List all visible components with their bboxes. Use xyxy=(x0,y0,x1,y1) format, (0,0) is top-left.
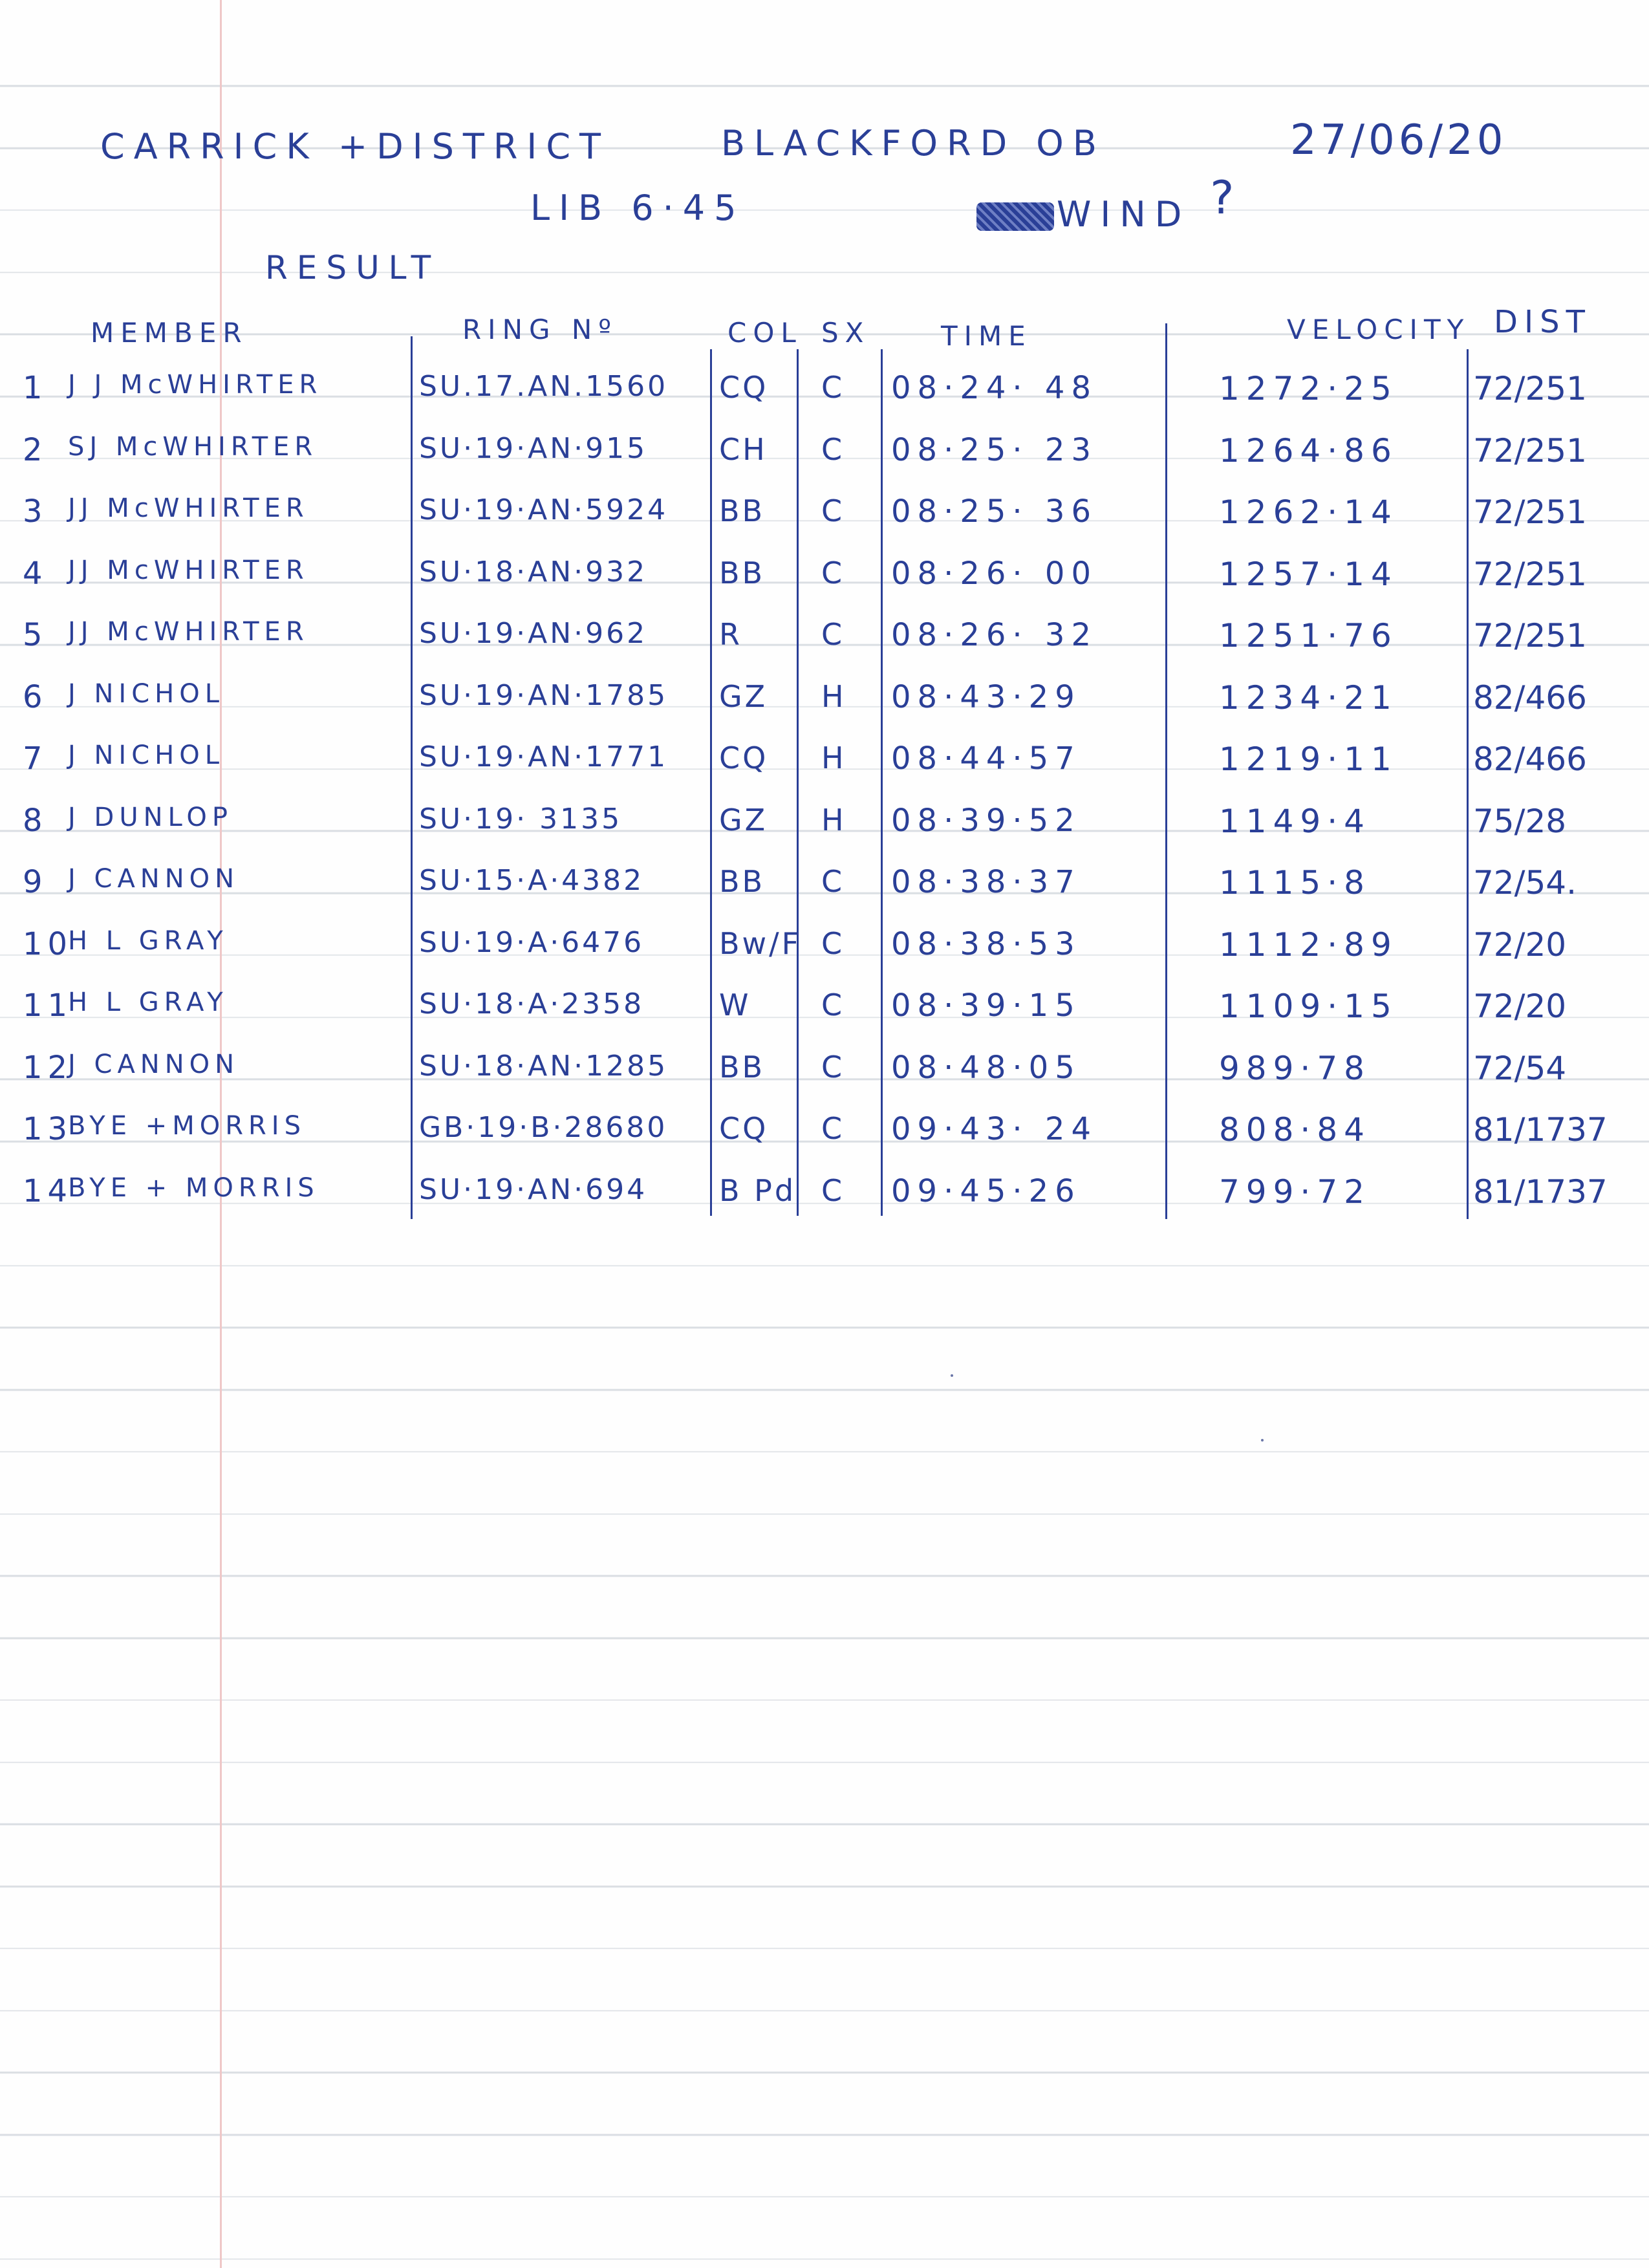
row-sx: C xyxy=(821,555,845,590)
row-dist: 75/28 xyxy=(1473,802,1567,840)
row-dist: 82/466 xyxy=(1473,740,1587,778)
row-no: 10 xyxy=(23,925,73,962)
row-dist: 72/251 xyxy=(1473,493,1587,531)
row-velocity: 1264·86 xyxy=(1219,431,1398,470)
row-velocity: 1109·15 xyxy=(1219,988,1398,1025)
row-no: 11 xyxy=(23,988,73,1024)
separator-velocity-dist xyxy=(1467,349,1469,1219)
col-head-col: COL xyxy=(727,317,803,349)
row-member: J DUNLOP xyxy=(68,802,233,832)
row-velocity: 808·84 xyxy=(1219,1111,1371,1149)
row-time: 09·43· 24 xyxy=(891,1111,1098,1147)
row-ring: SU·19·A·6476 xyxy=(419,925,645,959)
row-sx: C xyxy=(821,493,845,528)
row-ring: SU·19·AN·915 xyxy=(419,431,648,465)
row-no: 5 xyxy=(23,617,48,653)
ink-dot xyxy=(1261,1439,1264,1442)
row-sx: C xyxy=(821,1172,845,1208)
row-time: 09·45·26 xyxy=(891,1172,1081,1209)
row-member: BYE +MORRIS xyxy=(68,1111,306,1141)
row-time: 08·24· 48 xyxy=(891,370,1098,406)
row-velocity: 1262·14 xyxy=(1219,493,1398,531)
row-no: 14 xyxy=(23,1172,73,1209)
row-dist: 82/466 xyxy=(1473,678,1587,717)
row-ring: SU·19·AN·5924 xyxy=(419,493,669,526)
row-member: J J McWHIRTER xyxy=(68,370,323,400)
col-head-member: MEMBER xyxy=(91,317,248,349)
row-no: 9 xyxy=(23,864,48,900)
row-member: J NICHOL xyxy=(68,678,225,709)
row-sx: C xyxy=(821,1111,845,1146)
row-sx: C xyxy=(821,925,845,961)
row-dist: 81/1737 xyxy=(1473,1111,1608,1149)
row-sx: C xyxy=(821,1049,845,1085)
row-no: 13 xyxy=(23,1111,73,1147)
row-dist: 72/20 xyxy=(1473,925,1567,964)
race-date: 27/06/20 xyxy=(1290,116,1507,164)
row-velocity: 989·78 xyxy=(1219,1049,1371,1087)
club-name: CARRICK +DISTRICT xyxy=(100,126,610,167)
row-time: 08·26· 32 xyxy=(891,617,1098,653)
wind-note xyxy=(976,171,1244,237)
col-head-sx: SX xyxy=(821,317,870,349)
col-head-ring: RING Nº xyxy=(462,314,618,345)
row-ring: GB·19·B·28680 xyxy=(419,1111,668,1144)
row-member: J CANNON xyxy=(68,864,240,894)
row-time: 08·38·53 xyxy=(891,925,1081,962)
row-member: H L GRAY xyxy=(68,925,228,956)
separator-ring-col xyxy=(710,349,712,1216)
row-velocity: 799·72 xyxy=(1219,1172,1371,1211)
row-ring: SU·18·AN·932 xyxy=(419,555,648,589)
separator-sx-time xyxy=(881,349,883,1216)
separator-col-sx xyxy=(797,349,799,1216)
row-no: 1 xyxy=(23,370,48,406)
row-member: JJ McWHIRTER xyxy=(68,493,309,523)
row-member: BYE + MORRIS xyxy=(68,1172,319,1203)
row-velocity: 1149·4 xyxy=(1219,802,1371,840)
row-no: 4 xyxy=(23,555,48,592)
row-velocity: 1219·11 xyxy=(1219,740,1398,778)
row-col: CQ xyxy=(719,740,769,775)
row-ring: SU·18·AN·1285 xyxy=(419,1049,669,1083)
crossed-out-word xyxy=(976,202,1054,231)
row-member: JJ McWHIRTER xyxy=(68,555,309,585)
row-time: 08·25· 36 xyxy=(891,493,1098,530)
row-no: 2 xyxy=(23,431,48,468)
row-col: CQ xyxy=(719,370,769,405)
row-ring: SU·18·A·2358 xyxy=(419,988,645,1021)
row-member: JJ McWHIRTER xyxy=(68,617,309,647)
row-no: 12 xyxy=(23,1049,73,1086)
row-sx: C xyxy=(821,617,845,652)
row-col: GZ xyxy=(719,802,768,837)
row-velocity: 1251·76 xyxy=(1219,617,1398,654)
row-time: 08·39·52 xyxy=(891,802,1081,839)
row-ring: SU·19·AN·1771 xyxy=(419,740,669,773)
row-time: 08·25· 23 xyxy=(891,431,1098,468)
row-time: 08·38·37 xyxy=(891,864,1081,900)
row-col: GZ xyxy=(719,678,768,714)
row-sx: H xyxy=(821,802,846,837)
row-dist: 81/1737 xyxy=(1473,1172,1608,1211)
row-ring: SU·19· 3135 xyxy=(419,802,623,836)
row-member: H L GRAY xyxy=(68,988,228,1017)
row-sx: C xyxy=(821,988,845,1022)
row-ring: SU·15·A·4382 xyxy=(419,864,645,897)
race-name: BLACKFORD OB xyxy=(721,123,1106,164)
row-sx: H xyxy=(821,678,846,714)
row-col: B Pd xyxy=(719,1172,797,1208)
liberation-time: LIB 6·45 xyxy=(530,188,746,228)
row-col: Bw/F xyxy=(719,925,802,961)
row-ring: SU.17.AN.1560 xyxy=(419,370,669,403)
row-time: 08·26· 00 xyxy=(891,555,1098,592)
row-col: BB xyxy=(719,493,766,528)
row-ring: SU·19·AN·962 xyxy=(419,617,648,650)
result-label: RESULT xyxy=(265,249,440,286)
row-ring: SU·19·AN·1785 xyxy=(419,678,669,712)
row-col: CH xyxy=(719,431,768,467)
wind-query: ? xyxy=(1210,171,1244,224)
row-col: CQ xyxy=(719,1111,769,1146)
row-dist: 72/54. xyxy=(1473,864,1577,902)
row-col: R xyxy=(719,617,742,652)
wind-label: WIND xyxy=(1057,194,1191,235)
row-dist: 72/20 xyxy=(1473,988,1567,1025)
row-col: BB xyxy=(719,555,766,590)
row-velocity: 1234·21 xyxy=(1219,678,1398,717)
row-dist: 72/251 xyxy=(1473,555,1587,593)
row-col: W xyxy=(719,988,751,1022)
col-head-velocity: VELOCITY xyxy=(1287,314,1471,345)
row-velocity: 1112·89 xyxy=(1219,925,1398,964)
row-no: 7 xyxy=(23,740,48,777)
row-no: 6 xyxy=(23,678,48,715)
row-velocity: 1257·14 xyxy=(1219,555,1398,593)
row-time: 08·44·57 xyxy=(891,740,1081,777)
row-col: BB xyxy=(719,1049,766,1085)
row-sx: C xyxy=(821,370,845,405)
row-velocity: 1115·8 xyxy=(1219,864,1371,902)
row-dist: 72/54 xyxy=(1473,1049,1567,1087)
row-sx: C xyxy=(821,864,845,899)
row-time: 08·48·05 xyxy=(891,1049,1081,1086)
row-member: J NICHOL xyxy=(68,740,225,770)
row-no: 3 xyxy=(23,493,48,530)
row-dist: 72/251 xyxy=(1473,431,1587,470)
row-no: 8 xyxy=(23,802,48,839)
separator-time-velocity xyxy=(1165,323,1167,1219)
row-time: 08·39·15 xyxy=(891,988,1081,1024)
row-sx: H xyxy=(821,740,846,775)
row-dist: 72/251 xyxy=(1473,370,1587,407)
row-dist: 72/251 xyxy=(1473,617,1587,654)
row-member: J CANNON xyxy=(68,1049,240,1079)
row-member: SJ McWHIRTER xyxy=(68,431,318,462)
row-col: BB xyxy=(719,864,766,899)
separator-member-ring xyxy=(411,336,413,1219)
col-head-dist: DIST xyxy=(1494,304,1591,340)
row-ring: SU·19·AN·694 xyxy=(419,1172,648,1206)
row-time: 08·43·29 xyxy=(891,678,1081,715)
row-sx: C xyxy=(821,431,845,467)
col-head-time: TIME xyxy=(941,320,1032,352)
ink-dot xyxy=(951,1374,953,1377)
row-velocity: 1272·25 xyxy=(1219,370,1398,407)
